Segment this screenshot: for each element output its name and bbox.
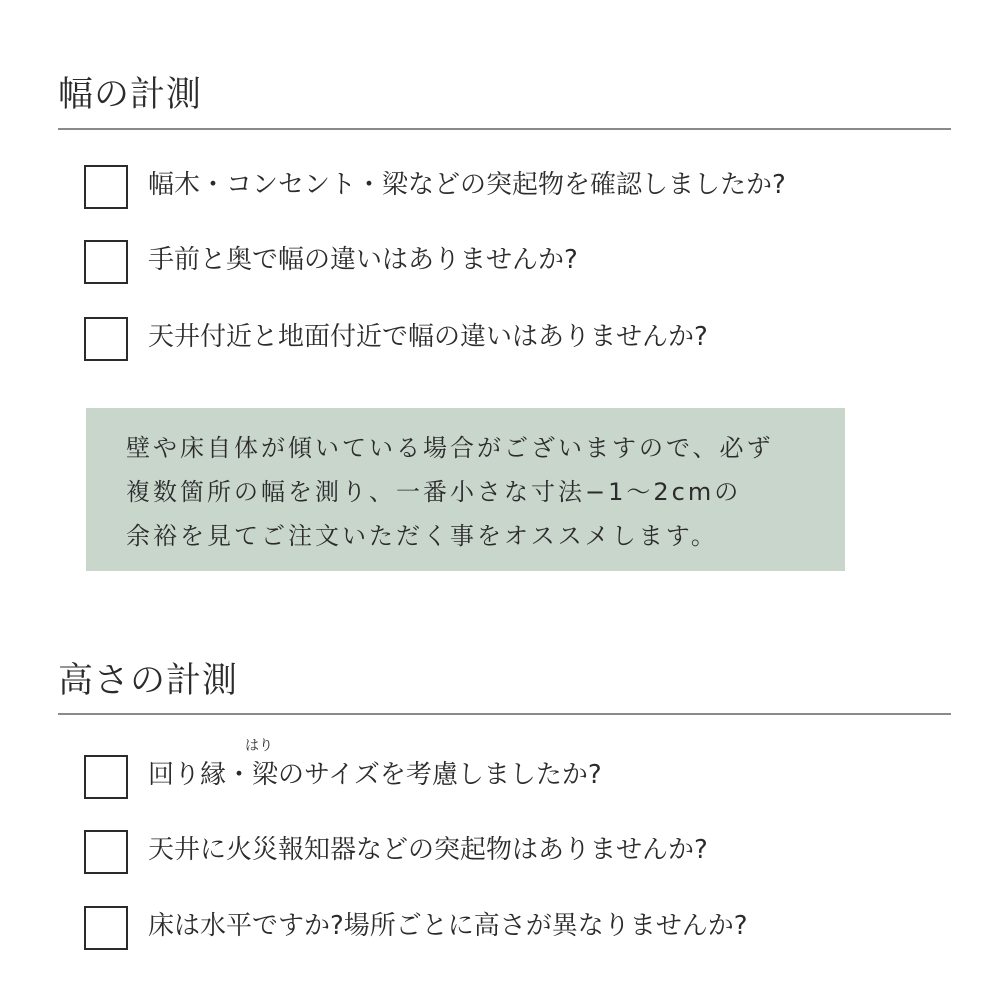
check-item-label: 天井に火災報知器などの突起物はありませんか? [148,835,708,865]
width-note-box [86,408,845,571]
width-section-title: 幅の計測 [58,75,203,115]
height-check-item[interactable] [84,755,964,805]
checkbox[interactable] [84,240,128,284]
width-check-item[interactable] [84,317,964,367]
check-item-label: 手前と奥で幅の違いはありませんか? [148,245,578,275]
furigana-annotation: はり [245,738,273,754]
width-check-item[interactable] [84,240,964,290]
width-check-item[interactable] [84,165,964,215]
height-section-title: 高さの計測 [58,661,239,701]
check-item-label: 床は水平ですか?場所ごとに高さが異なりませんか? [148,911,748,941]
checkbox[interactable] [84,165,128,209]
note-line: 壁や床自体が傾いている場合がございますので、必ず [126,434,774,462]
checkbox[interactable] [84,317,128,361]
checkbox[interactable] [84,906,128,950]
note-line: 複数箇所の幅を測り、一番小さな寸法−1〜2cmの [126,478,742,506]
checkbox[interactable] [84,755,128,799]
height-check-item[interactable] [84,906,964,956]
height-check-item[interactable] [84,830,964,880]
check-item-label: 回り縁・梁のサイズを考慮しましたか? [148,760,602,790]
height-section-divider [58,713,951,715]
check-item-label: 天井付近と地面付近で幅の違いはありませんか? [148,322,708,352]
check-item-label: 幅木・コンセント・梁などの突起物を確認しましたか? [148,170,786,200]
note-line: 余裕を見てご注文いただく事をオススメします。 [126,522,718,550]
checkbox[interactable] [84,830,128,874]
width-section-divider [58,128,951,130]
